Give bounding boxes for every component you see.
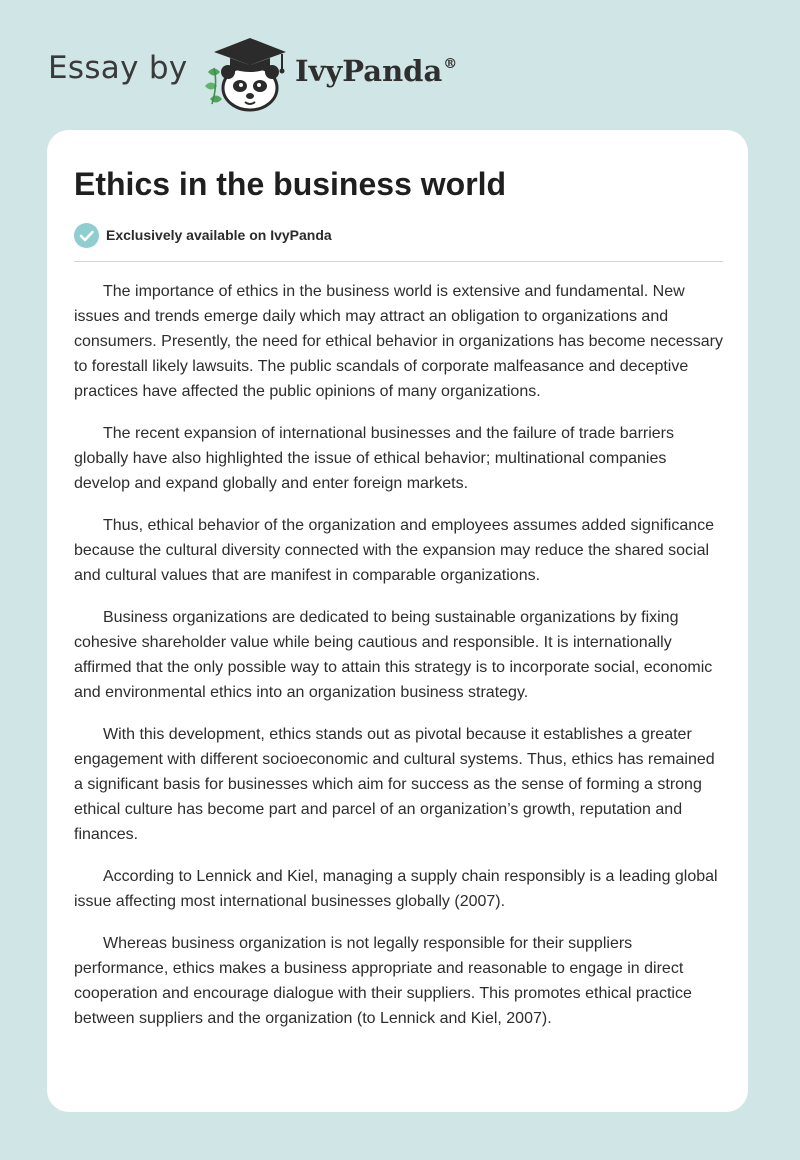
exclusive-badge <box>74 222 332 248</box>
essay-by-label: Essay by <box>48 50 188 86</box>
essay-card <box>47 130 748 1112</box>
site-header <box>0 0 800 120</box>
essay-body <box>74 279 726 1048</box>
brand-name[interactable] <box>295 54 457 88</box>
paragraph: The importance of ethics in the business world is extensive and fundamental. New issues and trends emerge daily which may attract an obligation to organizations and consumers. Presently, the need for ethical behavior in organizations has become necessary to forestall likely lawsuits. The public scandals of corporate malfeasance and deceptive practices have affected the public opinions of many organizations. <box>74 283 723 400</box>
paragraph: According to Lennick and Kiel, managing a supply chain responsibly is a leading global issue affecting most international businesses globally (2007). <box>74 868 718 910</box>
ivypanda-logo-icon[interactable] <box>200 32 292 112</box>
badge-label: Exclusively available on IvyPanda <box>106 227 332 243</box>
paragraph: With this development, ethics stands out as pivotal because it establishes a greater engagement with different socioeconomic and cultural systems. Thus, ethics has remained a significant basis for businesses which aim for success as the sense of forming a strong ethical culture has become part and parcel of an organization’s growth, reputation and finances. <box>74 726 715 843</box>
brand-text: IvyPanda <box>295 54 443 88</box>
paragraph: Whereas business organization is not legally responsible for their suppliers performance, ethics makes a business appropriate and reasonable to engage in direct cooperation and encourage dialogue with their suppliers. This promotes ethical practice between suppliers and the organization (to Lennick and Kiel, 2007). <box>74 935 692 1027</box>
paragraph: Business organizations are dedicated to being sustainable organizations by fixing cohesive shareholder value while being cautious and responsible. It is internationally affirmed that the only possible way to attain this strategy is to incorporate social, economic and environmental ethics into an organization business strategy. <box>74 609 713 701</box>
check-circle-icon <box>74 223 99 248</box>
registered-mark: ® <box>443 56 458 72</box>
divider <box>74 261 723 262</box>
page-title: Ethics in the business world <box>74 166 507 202</box>
paragraph: Thus, ethical behavior of the organization and employees assumes added significance because the cultural diversity connected with the expansion may reduce the shared social and cultural values that are manifest in comparable organizations. <box>74 517 715 584</box>
paragraph: The recent expansion of international businesses and the failure of trade barriers globally have also highlighted the issue of ethical behavior; multinational companies develop and expand globally and enter foreign markets. <box>74 425 675 492</box>
